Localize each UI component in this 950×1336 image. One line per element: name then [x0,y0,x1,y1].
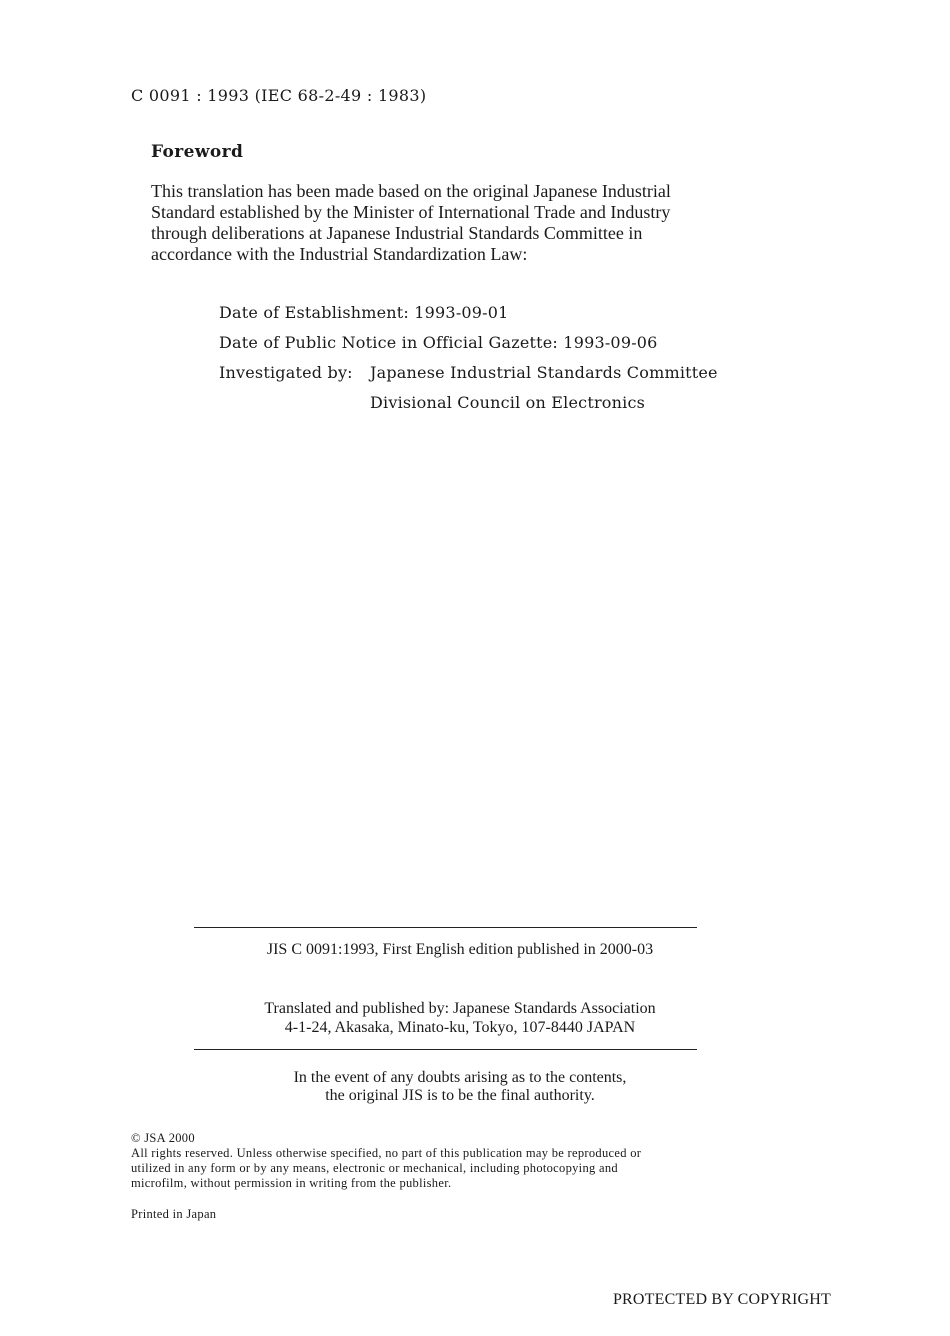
printed-in: Printed in Japan [131,1207,217,1221]
investigated-by-committee: Japanese Industrial Standards Committee [370,363,718,382]
divider [194,1049,697,1050]
protected-watermark: PROTECTED BY COPYRIGHT [612,1291,831,1308]
date-of-public-notice: Date of Public Notice in Official Gazette: 1993-09-06 [219,333,658,352]
publisher-address: 4-1-24, Akasaka, Minato-ku, Tokyo, 107-8440 JAPAN [284,1019,636,1036]
edition-note: JIS C 0091:1993, First English edition published in 2000-03 [266,941,654,958]
foreword-line: Standard established by the Minister of International Trade and Industry [151,202,671,222]
date-of-establishment: Date of Establishment: 1993-09-01 [219,303,509,322]
foreword-line: through deliberations at Japanese Industrial Standards Committee in [151,223,643,243]
foreword-body [151,181,771,265]
authority-note-line: In the event of any doubts arising as to the contents, [293,1069,627,1086]
foreword-line: accordance with the Industrial Standardization Law: [151,244,528,264]
rights-statement [131,1146,761,1191]
investigated-by-council: Divisional Council on Electronics [370,393,646,412]
copyright-notice: © JSA 2000 [131,1131,195,1145]
divider [194,927,697,928]
rights-line: utilized in any form or by any means, electronic or mechanical, including photocopying and [131,1161,618,1175]
investigated-by-label: Investigated by: [219,363,353,382]
translated-by: Translated and published by: Japanese Standards Association [264,1000,656,1017]
foreword-title: Foreword [151,142,244,162]
rights-line: All rights reserved. Unless otherwise specified, no part of this publication may be reproduced or [131,1146,642,1160]
document-code: C 0091 : 1993 (IEC 68-2-49 : 1983) [131,86,427,105]
authority-note-line: the original JIS is to be the final authority. [325,1087,595,1104]
foreword-line: This translation has been made based on the original Japanese Industrial [151,181,671,201]
rights-line: microfilm, without permission in writing from the publisher. [131,1176,452,1190]
